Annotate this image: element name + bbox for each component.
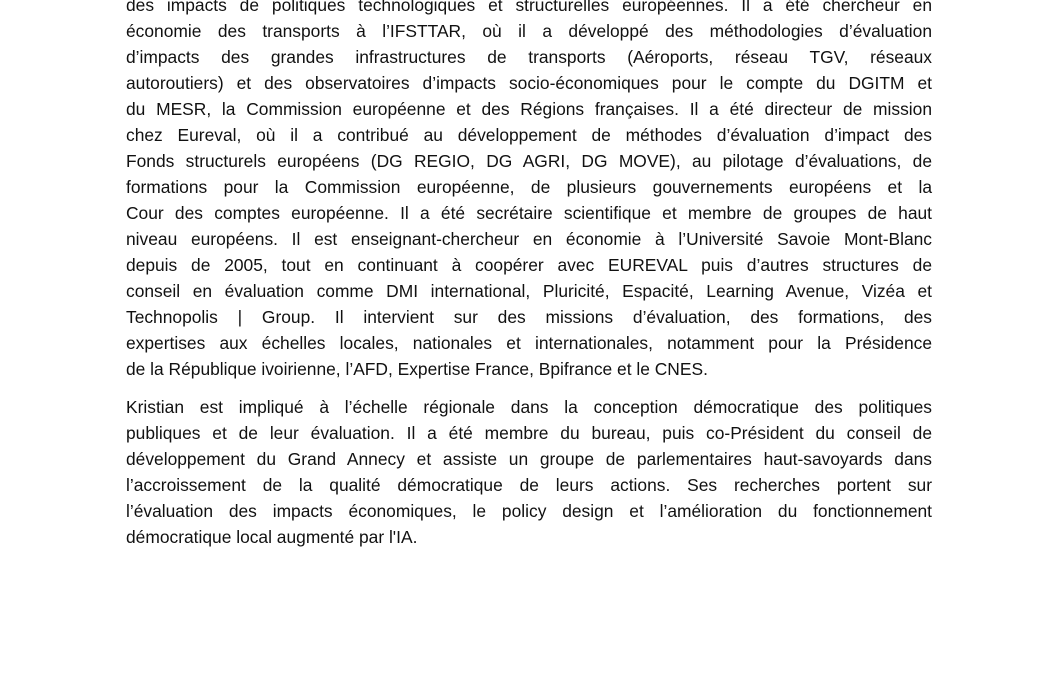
text-line: du MESR, la Commission européenne et des Régions françaises. Il a été directeur de mission <box>126 99 932 119</box>
text-line: de la République ivoirienne, l’AFD, Expertise France, Bpifrance et le CNES. <box>126 359 708 379</box>
document-body <box>126 0 932 550</box>
paragraph-spacer <box>126 382 932 394</box>
text-line: niveau européens. Il est enseignant-chercheur en économie à l’Université Savoie Mont-Blanc <box>126 229 932 249</box>
text-line: chez Eureval, où il a contribué au développement de méthodes d’évaluation d’impact des <box>126 125 932 145</box>
text-line: Cour des comptes européenne. Il a été secrétaire scientifique et membre de groupes de haut <box>126 203 932 223</box>
text-line: développement du Grand Annecy et assiste un groupe de parlementaires haut-savoyards dans <box>126 449 932 469</box>
text-line: formations pour la Commission européenne, de plusieurs gouvernements européens et la <box>126 177 932 197</box>
text-line: Fonds structurels européens (DG REGIO, DG AGRI, DG MOVE), au pilotage d’évaluations, de <box>126 151 932 171</box>
text-line: des impacts de politiques technologiques et structurelles européennes. Il a été chercheur en <box>126 0 932 15</box>
text-line: démocratique local augmenté par l'IA. <box>126 527 418 547</box>
text-line: publiques et de leur évaluation. Il a été membre du bureau, puis co-Président du conseil de <box>126 423 932 443</box>
paragraph <box>126 394 932 550</box>
text-line: Kristian est impliqué à l’échelle régionale dans la conception démocratique des politiques <box>126 397 932 417</box>
text-line: économie des transports à l’IFSTTAR, où il a développé des méthodologies d’évaluation <box>126 21 932 41</box>
text-line: Technopolis | Group. Il intervient sur des missions d’évaluation, des formations, des <box>126 307 932 327</box>
text-line: expertises aux échelles locales, nationales et internationales, notamment pour la Présidence <box>126 333 932 353</box>
paragraph <box>126 0 932 382</box>
text-line: depuis de 2005, tout en continuant à coopérer avec EUREVAL puis d’autres structures de <box>126 255 932 275</box>
text-line: l’accroissement de la qualité démocratique de leurs actions. Ses recherches portent sur <box>126 475 932 495</box>
text-line: autoroutiers) et des observatoires d’impacts socio-économiques pour le compte du DGITM et <box>126 73 932 93</box>
text-line: conseil en évaluation comme DMI international, Pluricité, Espacité, Learning Avenue, Vizéa et <box>126 281 932 301</box>
text-line: l’évaluation des impacts économiques, le policy design et l’amélioration du fonctionnement <box>126 501 932 521</box>
text-line: d’impacts des grandes infrastructures de transports (Aéroports, réseau TGV, réseaux <box>126 47 932 67</box>
